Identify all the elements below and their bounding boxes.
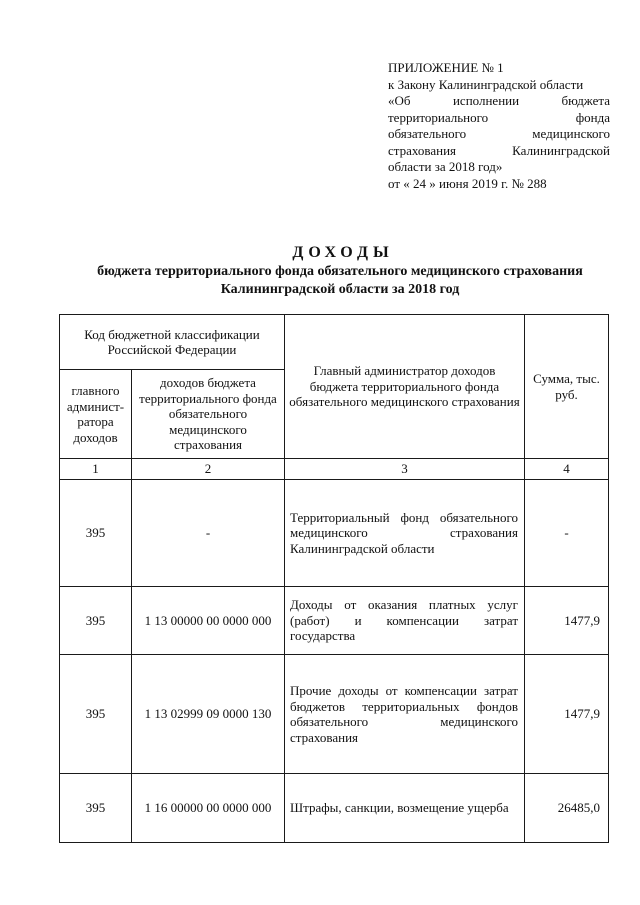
- appendix-law-name-line-2: территориального фонда: [388, 109, 610, 125]
- cell-revenue-name: Прочие доходы от компенсации затрат бюджетов территориальных фондов обязательного медицинского страхования: [285, 655, 525, 774]
- cell-admin-code: 395: [60, 480, 132, 587]
- cell-admin-code: 395: [60, 587, 132, 655]
- table-row: [60, 655, 609, 774]
- cell-admin-code: 395: [60, 774, 132, 843]
- column-number: 2: [132, 459, 285, 480]
- cell-amount: 1477,9: [525, 587, 609, 655]
- cell-revenue-code: 1 13 02999 09 0000 130: [132, 655, 285, 774]
- appendix-law-name-line-1: «Об исполнении бюджета: [388, 93, 610, 108]
- table-header-row: [60, 315, 609, 370]
- appendix-title: ПРИЛОЖЕНИЕ № 1: [388, 60, 504, 75]
- table-row: [60, 774, 609, 843]
- cell-revenue-name: Доходы от оказания платных услуг (работ) и компенсации затрат государства: [285, 587, 525, 655]
- table-row: [60, 480, 609, 587]
- cell-revenue-code: -: [132, 480, 285, 587]
- revenue-table: [59, 314, 609, 843]
- header-chief-administrator: главного админист-ратора доходов: [60, 370, 132, 459]
- column-number: 3: [285, 459, 525, 480]
- title-subtitle-line-2: Калининградской области за 2018 год: [220, 282, 460, 297]
- title-main: ДОХОДЫ: [292, 244, 394, 261]
- appendix-law-name-line-5: области за 2018 год»: [388, 159, 503, 174]
- table-row: [60, 587, 609, 655]
- appendix-date: от « 24 » июня 2019 г. № 288: [388, 175, 547, 191]
- appendix-law-reference: к Закону Калининградской области: [388, 76, 584, 92]
- document-title: [40, 243, 640, 299]
- appendix-law-name-line-3: обязательного медицинского: [388, 126, 610, 141]
- appendix-law-name-line-4: страхования Калининградской: [388, 142, 610, 158]
- header-administrator: Главный администратор доходов бюджета территориального фонда обязательного медицинского страхования: [285, 315, 525, 459]
- cell-amount: -: [525, 480, 609, 587]
- header-amount: Сумма, тыс. руб.: [525, 315, 609, 459]
- appendix-block: [388, 60, 610, 192]
- column-number: 1: [60, 459, 132, 480]
- title-subtitle-line-1: бюджета территориального фонда обязательного медицинского страхования: [97, 264, 583, 279]
- cell-admin-code: 395: [60, 655, 132, 774]
- column-number: 4: [525, 459, 609, 480]
- cell-revenue-code: 1 16 00000 00 0000 000: [132, 774, 285, 843]
- cell-revenue-name: Территориальный фонд обязательного медицинского страхования Калининградской области: [285, 480, 525, 587]
- cell-revenue-name: Штрафы, санкции, возмещение ущерба: [285, 774, 525, 843]
- table-column-numbers: [60, 459, 609, 480]
- header-code-group: Код бюджетной классификации Российской Федерации: [60, 315, 285, 370]
- header-revenue-code: доходов бюджета территориального фонда обязательного медицинского страхования: [132, 370, 285, 459]
- cell-amount: 26485,0: [525, 774, 609, 843]
- cell-amount: 1477,9: [525, 655, 609, 774]
- cell-revenue-code: 1 13 00000 00 0000 000: [132, 587, 285, 655]
